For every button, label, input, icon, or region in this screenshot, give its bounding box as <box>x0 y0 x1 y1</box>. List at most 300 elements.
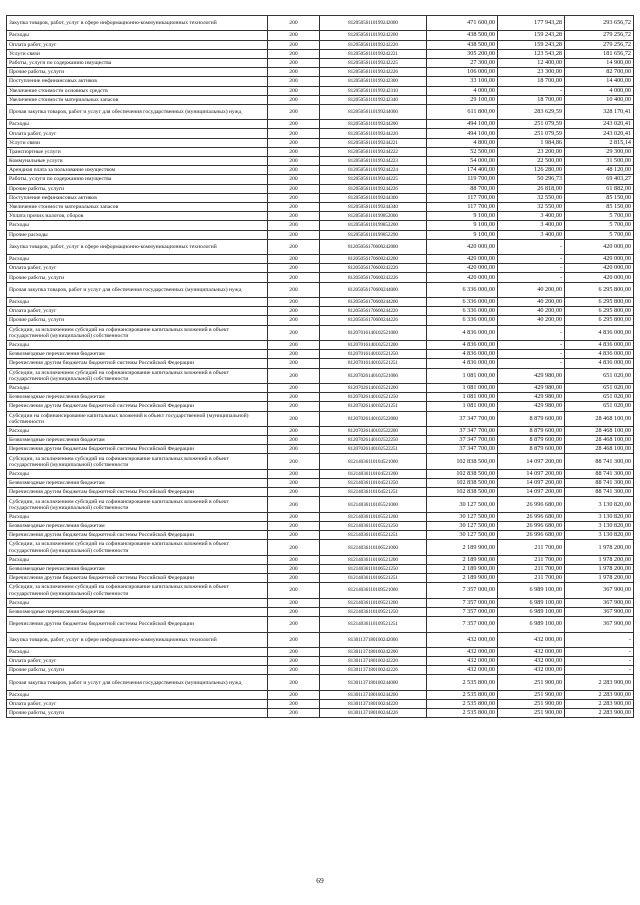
row-unexecuted-amount: 85 150,00 <box>565 202 634 211</box>
row-executed-amount: 8 879 600,00 <box>498 411 565 426</box>
row-unexecuted-amount: 279 256,72 <box>565 40 634 49</box>
row-executed-amount: 8 879 600,00 <box>498 426 565 435</box>
row-budget-code: 81214036110104521250 <box>320 479 427 488</box>
row-line-code: 200 <box>268 184 320 193</box>
row-approved-amount: 52 500,00 <box>427 147 498 156</box>
row-approved-amount: 9 100,00 <box>427 221 498 230</box>
row-line-code: 200 <box>268 617 320 632</box>
row-line-code: 200 <box>268 307 320 316</box>
row-executed-amount: 40 200,00 <box>498 282 565 297</box>
row-budget-code: 81205056110199244000 <box>320 104 427 119</box>
row-line-code: 200 <box>268 68 320 77</box>
row-unexecuted-amount: 3 130 820,00 <box>565 522 634 531</box>
row-unexecuted-amount: 29 300,00 <box>565 147 634 156</box>
table-row <box>7 555 634 564</box>
row-name: Оплата работ, услуг <box>7 40 268 49</box>
row-executed-amount: 6 989 100,00 <box>498 583 565 598</box>
row-line-code: 200 <box>268 540 320 555</box>
row-name: Перечисления другим бюджетам бюджетной системы Российской Федерации <box>7 488 268 497</box>
row-approved-amount: 4 836 000,00 <box>427 350 498 359</box>
row-name: Перечисления другим бюджетам бюджетной системы Российской Федерации <box>7 617 268 632</box>
row-line-code: 200 <box>268 298 320 307</box>
row-budget-code: 81205056110199242220 <box>320 40 427 49</box>
row-name: Закупка товаров, работ, услуг в сфере информационно-коммуникационных технологий <box>7 239 268 254</box>
row-unexecuted-amount: 88 741 300,00 <box>565 488 634 497</box>
row-unexecuted-amount: 88 741 300,00 <box>565 479 634 488</box>
row-budget-code: 81205056110199244222 <box>320 147 427 156</box>
row-unexecuted-amount: 28 468 100,00 <box>565 426 634 435</box>
table-row <box>7 202 634 211</box>
row-unexecuted-amount: 61 882,00 <box>565 184 634 193</box>
table-row <box>7 212 634 221</box>
table-row <box>7 184 634 193</box>
row-executed-amount: 283 629,59 <box>498 104 565 119</box>
row-approved-amount: 420 000,00 <box>427 273 498 282</box>
row-approved-amount: 37 347 700,00 <box>427 411 498 426</box>
row-unexecuted-amount: 1 978 200,00 <box>565 540 634 555</box>
row-budget-code: 81205056110199244226 <box>320 184 427 193</box>
row-budget-code: 81205056110199244200 <box>320 120 427 129</box>
table-row <box>7 522 634 531</box>
row-approved-amount: 30 127 500,00 <box>427 531 498 540</box>
row-unexecuted-amount: - <box>565 632 634 647</box>
row-budget-code: 81301137180100242200 <box>320 647 427 656</box>
row-name: Услуги связи <box>7 49 268 58</box>
row-line-code: 200 <box>268 129 320 138</box>
row-executed-amount: 251 900,00 <box>498 675 565 690</box>
row-name: Арендная плата за пользование имуществом <box>7 166 268 175</box>
row-approved-amount: 54 000,00 <box>427 157 498 166</box>
row-line-code: 200 <box>268 104 320 119</box>
row-budget-code: 81205056110199242225 <box>320 58 427 67</box>
table-row <box>7 129 634 138</box>
table-row <box>7 175 634 184</box>
row-name: Расходы <box>7 426 268 435</box>
row-budget-code: 81301137180100242226 <box>320 666 427 675</box>
table-row <box>7 120 634 129</box>
row-approved-amount: 305 200,00 <box>427 49 498 58</box>
row-name: Расходы <box>7 221 268 230</box>
row-unexecuted-amount: 88 741 300,00 <box>565 469 634 478</box>
row-name: Субсидии, за исключением субсидий на софинансирование капитальных вложений в объект государственной (муниципальной) собственности <box>7 540 268 555</box>
row-name: Увеличение стоимости материальных запасов <box>7 202 268 211</box>
row-approved-amount: 7 357 000,00 <box>427 617 498 632</box>
row-budget-code: 81205056170600242000 <box>320 239 427 254</box>
table-row <box>7 657 634 666</box>
row-unexecuted-amount: 328 170,41 <box>565 104 634 119</box>
row-unexecuted-amount: 367 900,00 <box>565 583 634 598</box>
table-row <box>7 95 634 104</box>
row-line-code: 200 <box>268 138 320 147</box>
table-row <box>7 255 634 264</box>
row-unexecuted-amount: 2 283 900,00 <box>565 690 634 699</box>
row-unexecuted-amount: - <box>565 647 634 656</box>
row-executed-amount: 432 000,00 <box>498 647 565 656</box>
table-row <box>7 564 634 573</box>
row-approved-amount: 432 000,00 <box>427 666 498 675</box>
row-name: Коммунальные услуги <box>7 157 268 166</box>
row-executed-amount: 8 879 600,00 <box>498 436 565 445</box>
row-approved-amount: 37 347 700,00 <box>427 445 498 454</box>
table-row <box>7 273 634 282</box>
row-executed-amount: 429 980,00 <box>498 368 565 383</box>
row-unexecuted-amount: 420 000,00 <box>565 273 634 282</box>
row-name: Закупка товаров, работ, услуг в сфере информационно-коммуникационных технологий <box>7 16 268 31</box>
row-approved-amount: 4 836 000,00 <box>427 325 498 340</box>
row-executed-amount: 14 097 200,00 <box>498 479 565 488</box>
row-line-code: 200 <box>268 690 320 699</box>
table-row <box>7 230 634 239</box>
row-name: Безвозмездные перечисления бюджетам <box>7 350 268 359</box>
row-approved-amount: 30 127 500,00 <box>427 497 498 512</box>
row-name: Расходы <box>7 690 268 699</box>
row-unexecuted-amount: 28 468 100,00 <box>565 436 634 445</box>
row-executed-amount: 211 700,00 <box>498 564 565 573</box>
row-unexecuted-amount: 4 836 000,00 <box>565 359 634 368</box>
row-budget-code: 81214036110105521250 <box>320 522 427 531</box>
row-line-code: 200 <box>268 574 320 583</box>
table-row <box>7 445 634 454</box>
row-name: Расходы <box>7 512 268 521</box>
table-row <box>7 598 634 607</box>
row-name: Прочие работы, услуги <box>7 666 268 675</box>
row-budget-code: 81205056110199244224 <box>320 166 427 175</box>
row-line-code: 200 <box>268 255 320 264</box>
row-name: Оплата работ, услуг <box>7 700 268 709</box>
row-approved-amount: 102 838 500,00 <box>427 469 498 478</box>
row-executed-amount: 23 300,00 <box>498 68 565 77</box>
row-budget-code: 81207026140102522000 <box>320 411 427 426</box>
row-executed-amount: 429 980,00 <box>498 402 565 411</box>
row-budget-code: 81207016140102521000 <box>320 325 427 340</box>
row-executed-amount: 3 400,00 <box>498 221 565 230</box>
row-budget-code: 81207026140102522251 <box>320 445 427 454</box>
row-line-code: 200 <box>268 607 320 616</box>
table-row <box>7 607 634 616</box>
row-line-code: 200 <box>268 16 320 31</box>
row-approved-amount: 1 081 000,00 <box>427 393 498 402</box>
table-row <box>7 393 634 402</box>
row-unexecuted-amount: 1 978 200,00 <box>565 574 634 583</box>
row-approved-amount: 432 000,00 <box>427 647 498 656</box>
row-approved-amount: 6 336 000,00 <box>427 307 498 316</box>
row-name: Расходы <box>7 647 268 656</box>
row-approved-amount: 611 800,00 <box>427 104 498 119</box>
table-row <box>7 512 634 521</box>
row-unexecuted-amount: - <box>565 657 634 666</box>
row-name: Работы, услуги по содержанию имущества <box>7 58 268 67</box>
table-row <box>7 690 634 699</box>
row-executed-amount: 26 996 680,00 <box>498 497 565 512</box>
row-unexecuted-amount: 2 283 900,00 <box>565 700 634 709</box>
row-unexecuted-amount: 6 295 800,00 <box>565 316 634 325</box>
row-line-code: 200 <box>268 445 320 454</box>
row-line-code: 200 <box>268 675 320 690</box>
row-unexecuted-amount: 3 130 820,00 <box>565 497 634 512</box>
row-name: Расходы <box>7 31 268 40</box>
row-unexecuted-amount: 14 400,00 <box>565 77 634 86</box>
row-approved-amount: 29 100,00 <box>427 95 498 104</box>
row-unexecuted-amount: 279 256,72 <box>565 31 634 40</box>
row-name: Прочая закупка товаров, работ и услуг для обеспечения государственных (муниципальных) нужд <box>7 282 268 297</box>
row-budget-code: 81301137180100244226 <box>320 709 427 718</box>
row-approved-amount: 30 127 500,00 <box>427 522 498 531</box>
table-row <box>7 700 634 709</box>
row-executed-amount: 6 989 100,00 <box>498 607 565 616</box>
row-approved-amount: 7 357 000,00 <box>427 598 498 607</box>
row-approved-amount: 2 535 800,00 <box>427 709 498 718</box>
row-executed-amount: 211 700,00 <box>498 555 565 564</box>
row-line-code: 200 <box>268 402 320 411</box>
table-row <box>7 469 634 478</box>
row-name: Безвозмездные перечисления бюджетам <box>7 479 268 488</box>
table-row <box>7 540 634 555</box>
row-approved-amount: 9 100,00 <box>427 212 498 221</box>
row-approved-amount: 420 000,00 <box>427 239 498 254</box>
row-unexecuted-amount: 6 295 800,00 <box>565 307 634 316</box>
row-name: Субсидии, за исключением субсидий на софинансирование капитальных вложений в объект государственной (муниципальной) собственности <box>7 454 268 469</box>
row-line-code: 200 <box>268 393 320 402</box>
table-row <box>7 632 634 647</box>
row-unexecuted-amount: 651 020,00 <box>565 368 634 383</box>
table-row <box>7 350 634 359</box>
table-row <box>7 675 634 690</box>
table-row <box>7 77 634 86</box>
row-name: Закупка товаров, работ, услуг в сфере информационно-коммуникационных технологий <box>7 632 268 647</box>
row-executed-amount: 50 296,73 <box>498 175 565 184</box>
row-executed-amount: 12 400,00 <box>498 58 565 67</box>
row-unexecuted-amount: 82 700,00 <box>565 68 634 77</box>
table-row <box>7 316 634 325</box>
row-name: Субсидии, за исключением субсидий на софинансирование капитальных вложений в объект государственной (муниципальной) собственности <box>7 497 268 512</box>
row-name: Прочие работы, услуги <box>7 709 268 718</box>
row-budget-code: 81214036110106521250 <box>320 564 427 573</box>
row-name: Перечисления другим бюджетам бюджетной системы Российской Федерации <box>7 531 268 540</box>
row-line-code: 200 <box>268 497 320 512</box>
row-unexecuted-amount: 6 295 800,00 <box>565 298 634 307</box>
row-executed-amount: 123 543,28 <box>498 49 565 58</box>
row-executed-amount: - <box>498 341 565 350</box>
row-executed-amount: 251 900,00 <box>498 700 565 709</box>
row-name: Увеличение стоимости материальных запасов <box>7 95 268 104</box>
table-row <box>7 157 634 166</box>
row-executed-amount: 432 000,00 <box>498 666 565 675</box>
row-unexecuted-amount: 28 468 100,00 <box>565 411 634 426</box>
row-executed-amount: 14 097 200,00 <box>498 469 565 478</box>
row-budget-code: 81205056110199242310 <box>320 86 427 95</box>
row-unexecuted-amount: 69 403,27 <box>565 175 634 184</box>
row-executed-amount: 22 500,00 <box>498 157 565 166</box>
row-approved-amount: 6 336 000,00 <box>427 316 498 325</box>
row-name: Оплата работ, услуг <box>7 129 268 138</box>
row-line-code: 200 <box>268 531 320 540</box>
row-executed-amount: 432 000,00 <box>498 657 565 666</box>
table-row <box>7 341 634 350</box>
row-unexecuted-amount: 6 295 800,00 <box>565 282 634 297</box>
table-row <box>7 709 634 718</box>
row-line-code: 200 <box>268 657 320 666</box>
row-unexecuted-amount: 243 020,41 <box>565 129 634 138</box>
row-approved-amount: 30 127 500,00 <box>427 512 498 521</box>
row-executed-amount: - <box>498 359 565 368</box>
table-row <box>7 166 634 175</box>
row-line-code: 200 <box>268 95 320 104</box>
row-unexecuted-amount: 367 900,00 <box>565 607 634 616</box>
row-line-code: 200 <box>268 239 320 254</box>
row-approved-amount: 37 347 700,00 <box>427 436 498 445</box>
row-budget-code: 81205056110199244300 <box>320 193 427 202</box>
row-approved-amount: 471 600,00 <box>427 16 498 31</box>
table-row <box>7 617 634 632</box>
table-row <box>7 383 634 392</box>
row-name: Увеличение стоимости основных средств <box>7 86 268 95</box>
table-row <box>7 104 634 119</box>
row-approved-amount: 4 836 000,00 <box>427 341 498 350</box>
row-budget-code: 81205056110199244223 <box>320 157 427 166</box>
row-unexecuted-amount: 2 283 900,00 <box>565 709 634 718</box>
row-line-code: 200 <box>268 512 320 521</box>
table-row <box>7 49 634 58</box>
row-budget-code: 81205056110199852290 <box>320 230 427 239</box>
row-budget-code: 81301137180100244000 <box>320 675 427 690</box>
row-unexecuted-amount: 5 700,00 <box>565 230 634 239</box>
row-line-code: 200 <box>268 86 320 95</box>
row-line-code: 200 <box>268 175 320 184</box>
row-name: Субсидии на софинансирование капитальных вложений в объект государственной (муниципальной) собственности <box>7 411 268 426</box>
row-approved-amount: 2 189 900,00 <box>427 564 498 573</box>
row-executed-amount: 14 097 200,00 <box>498 454 565 469</box>
row-unexecuted-amount: 651 020,00 <box>565 383 634 392</box>
row-budget-code: 81207026140102522250 <box>320 436 427 445</box>
row-line-code: 200 <box>268 700 320 709</box>
row-approved-amount: 37 347 700,00 <box>427 426 498 435</box>
row-line-code: 200 <box>268 598 320 607</box>
row-name: Безвозмездные перечисления бюджетам <box>7 436 268 445</box>
row-executed-amount: 26 996 680,00 <box>498 531 565 540</box>
row-unexecuted-amount: 651 020,00 <box>565 393 634 402</box>
row-budget-code: 81214036110109521250 <box>320 607 427 616</box>
row-budget-code: 81205056170600244226 <box>320 316 427 325</box>
row-executed-amount: 32 550,00 <box>498 193 565 202</box>
row-name: Субсидии, за исключением субсидий на софинансирование капитальных вложений в объект государственной (муниципальной) собственности <box>7 368 268 383</box>
table-row <box>7 454 634 469</box>
row-line-code: 200 <box>268 316 320 325</box>
row-unexecuted-amount: 31 500,00 <box>565 157 634 166</box>
row-budget-code: 81205056110199242200 <box>320 31 427 40</box>
row-executed-amount: 251 900,00 <box>498 709 565 718</box>
row-budget-code: 81214036110104521251 <box>320 488 427 497</box>
row-name: Перечисления другим бюджетам бюджетной системы Российской Федерации <box>7 445 268 454</box>
row-unexecuted-amount: 4 836 000,00 <box>565 341 634 350</box>
row-budget-code: 81214036110104521000 <box>320 454 427 469</box>
table-row <box>7 402 634 411</box>
row-executed-amount: - <box>498 273 565 282</box>
table-row <box>7 479 634 488</box>
row-name: Прочая закупка товаров, работ и услуг для обеспечения государственных (муниципальных) нужд <box>7 104 268 119</box>
row-name: Безвозмездные перечисления бюджетам <box>7 393 268 402</box>
row-unexecuted-amount: 48 120,00 <box>565 166 634 175</box>
row-approved-amount: 420 000,00 <box>427 255 498 264</box>
row-approved-amount: 2 189 900,00 <box>427 555 498 564</box>
row-line-code: 200 <box>268 583 320 598</box>
row-name: Работы, услуги по содержанию имущества <box>7 175 268 184</box>
row-budget-code: 81205056110199244220 <box>320 129 427 138</box>
row-line-code: 200 <box>268 282 320 297</box>
row-name: Транспортные услуги <box>7 147 268 156</box>
row-line-code: 200 <box>268 359 320 368</box>
row-unexecuted-amount: 420 000,00 <box>565 255 634 264</box>
row-executed-amount: 40 200,00 <box>498 298 565 307</box>
row-line-code: 200 <box>268 350 320 359</box>
row-line-code: 200 <box>268 58 320 67</box>
row-budget-code: 81214036110106521251 <box>320 574 427 583</box>
row-executed-amount: 159 243,28 <box>498 40 565 49</box>
row-approved-amount: 9 100,00 <box>427 230 498 239</box>
row-executed-amount: 3 400,00 <box>498 212 565 221</box>
table-row <box>7 497 634 512</box>
row-approved-amount: 1 081 000,00 <box>427 383 498 392</box>
row-executed-amount: - <box>498 255 565 264</box>
row-line-code: 200 <box>268 666 320 675</box>
table-row <box>7 307 634 316</box>
row-name: Расходы <box>7 383 268 392</box>
row-executed-amount: 26 996 680,00 <box>498 512 565 521</box>
row-approved-amount: 106 000,00 <box>427 68 498 77</box>
table-row <box>7 426 634 435</box>
row-unexecuted-amount: 88 741 300,00 <box>565 454 634 469</box>
row-budget-code: 81205056110199244340 <box>320 202 427 211</box>
row-approved-amount: 102 838 500,00 <box>427 488 498 497</box>
row-executed-amount: 6 989 100,00 <box>498 598 565 607</box>
row-unexecuted-amount: 14 900,00 <box>565 58 634 67</box>
row-budget-code: 81205056110199242221 <box>320 49 427 58</box>
row-line-code: 200 <box>268 469 320 478</box>
row-line-code: 200 <box>268 647 320 656</box>
row-executed-amount: 429 980,00 <box>498 383 565 392</box>
table-row <box>7 147 634 156</box>
row-approved-amount: 102 838 500,00 <box>427 454 498 469</box>
table-row <box>7 574 634 583</box>
row-line-code: 200 <box>268 77 320 86</box>
row-line-code: 200 <box>268 426 320 435</box>
row-budget-code: 81205056110199852000 <box>320 212 427 221</box>
row-budget-code: 81214036110109521251 <box>320 617 427 632</box>
page-number: 69 <box>316 876 324 885</box>
row-approved-amount: 2 189 900,00 <box>427 540 498 555</box>
row-line-code: 200 <box>268 555 320 564</box>
table-row <box>7 666 634 675</box>
row-name: Расходы <box>7 469 268 478</box>
row-approved-amount: 102 838 500,00 <box>427 479 498 488</box>
row-line-code: 200 <box>268 522 320 531</box>
row-approved-amount: 432 000,00 <box>427 657 498 666</box>
row-line-code: 200 <box>268 709 320 718</box>
row-budget-code: 81205056170600244000 <box>320 282 427 297</box>
row-budget-code: 81301137180100242220 <box>320 657 427 666</box>
row-executed-amount: 3 400,00 <box>498 230 565 239</box>
row-executed-amount: 23 200,00 <box>498 147 565 156</box>
row-executed-amount: 26 818,00 <box>498 184 565 193</box>
table-row <box>7 264 634 273</box>
row-executed-amount: 251 079,59 <box>498 129 565 138</box>
row-executed-amount: 432 000,00 <box>498 632 565 647</box>
row-executed-amount: 6 989 100,00 <box>498 617 565 632</box>
row-budget-code: 81214036110106521200 <box>320 555 427 564</box>
row-unexecuted-amount: 10 400,00 <box>565 95 634 104</box>
row-unexecuted-amount: - <box>565 666 634 675</box>
table-row <box>7 282 634 297</box>
row-budget-code: 81214036110109521000 <box>320 583 427 598</box>
